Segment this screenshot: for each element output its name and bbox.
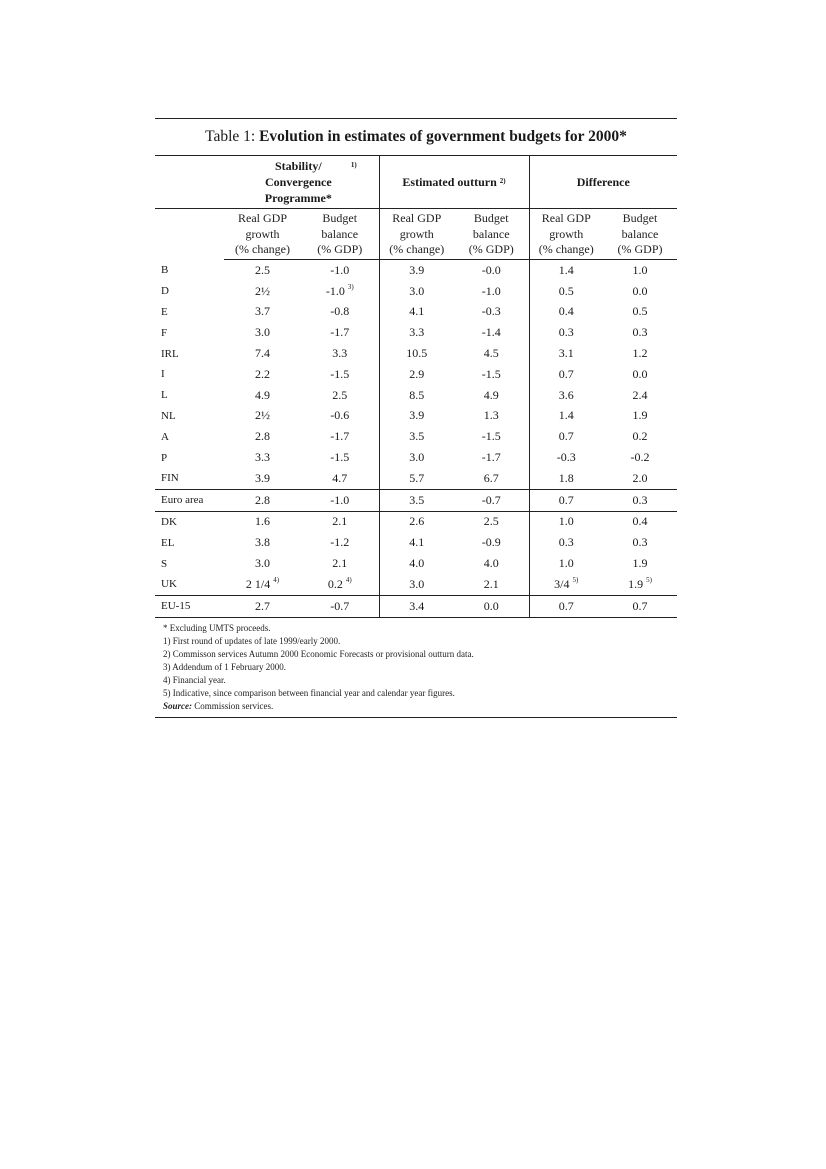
table-cell [454,595,529,616]
cell-value: 3.0 [409,450,425,465]
table-cell [529,553,603,574]
cell-value: 0.7 [558,492,574,507]
table-row [155,511,677,532]
table-row [155,343,677,364]
cell-value: 0.5 [632,304,648,319]
table-cell [603,532,677,553]
row-label: A [161,430,169,443]
table-title [155,119,677,156]
cell-value: -1.5 [330,450,350,465]
table-cell [529,364,603,385]
table-cell [529,447,603,468]
table-cell [379,281,454,302]
group-header-difference-label: Difference [576,175,630,189]
cell-value: 1.0 [558,514,574,529]
sub-header-6-line3: (% GDP) [617,242,663,256]
cell-value: 4.1 [409,535,425,550]
table-cell [301,489,379,511]
cell-value: 2.5 [483,514,499,529]
group-header-difference [529,156,677,209]
table-cell [603,511,677,532]
cell-value: 3.0 [409,576,425,591]
row-label: UK [161,578,177,591]
cell-value: 8.5 [409,387,425,402]
cell-value: 2½ [255,408,270,423]
table-cell [454,343,529,364]
cell-value: 3.9 [255,470,270,485]
cell-value: 2.8 [255,492,270,507]
table-cell [529,406,603,427]
table-cell [301,447,379,468]
table-cell [224,364,301,385]
row-label: FIN [161,472,179,485]
table-cell [379,260,454,281]
table-cell [379,447,454,468]
cell-footnote-marker: 3) [347,282,354,291]
cell-value: 0.7 [632,598,648,613]
table-row [155,574,677,595]
sub-header-3-line2: growth [399,226,434,241]
table-cell [224,595,301,616]
sub-header-6-line1: Budget [622,211,658,225]
cell-value: 4.9 [483,387,499,402]
footnote: * Excluding UMTS proceeds. [163,622,271,633]
row-label: DK [155,511,224,532]
table-cell [603,489,677,511]
table-row [155,532,677,553]
cell-value: 4.7 [332,470,348,485]
sub-header-5 [529,209,603,260]
sub-header-4-line1: Budget [473,211,509,225]
table-row [155,553,677,574]
cell-value: 2.5 [332,387,348,402]
group-header-blank [155,156,224,209]
cell-value: 2.2 [255,366,270,381]
group-header-programme [224,156,379,209]
table-row [155,385,677,406]
cell-value: 3.3 [332,346,348,361]
source-line [163,700,677,713]
table-cell [454,489,529,511]
sub-header-5-line3: (% change) [538,242,594,256]
cell-footnote-marker: 5) [646,575,652,584]
table-cell [224,281,301,302]
footnotes [155,617,677,718]
table-cell [529,532,603,553]
cell-value: 1.9 [632,556,648,571]
group-header-outturn-label: Estimated outturn [402,175,497,189]
table-cell [603,322,677,343]
row-label: P [161,451,168,464]
cell-value: 1.0 [632,262,648,277]
cell-value: 1.2 [632,346,648,361]
footnote: 2) Commisson services Autumn 2000 Economic Forecasts or provisional outturn data. [163,648,474,659]
cell-value: -1.2 [330,535,350,550]
table-cell [301,322,379,343]
cell-value: 3.7 [255,304,270,319]
table-title-prefix: Table 1: [205,128,260,145]
table-cell [224,489,301,511]
table-cell [301,595,379,616]
cell-value: 0.3 [632,492,648,507]
cell-footnote-marker: 5) [572,575,579,584]
cell-value: 1.0 [558,556,574,571]
cell-value: 4.0 [409,556,425,571]
table-cell [454,302,529,323]
table-cell [603,426,677,447]
sub-header-1-line1: Real GDP [238,211,287,225]
table-cell [529,260,603,281]
sub-header-5-line1: Real GDP [541,211,591,225]
table-row [155,489,677,511]
cell-value: 7.4 [255,346,270,361]
cell-value: -0.2 [630,450,650,465]
sub-header-2 [301,209,379,260]
table-cell [603,595,677,616]
table-cell [224,406,301,427]
table-cell [454,281,529,302]
table-row [155,260,677,281]
cell-value: -0.0 [481,262,501,277]
cell-value: 0.3 [632,535,648,550]
cell-value: 2.1 [332,514,348,529]
table-cell [379,595,454,616]
sub-header-3-line3: (% change) [389,242,445,256]
cell-value: -1.0 [330,262,350,277]
table-cell [454,364,529,385]
table-cell [301,553,379,574]
cell-value: 0.2 [632,429,648,444]
cell-value: 3.9 [409,262,425,277]
table-cell [224,426,301,447]
footnote: 5) Indicative, since comparison between financial year and calendar year figures. [163,687,455,698]
cell-value: -0.8 [330,304,350,319]
table-cell [529,489,603,511]
table-cell [224,447,301,468]
table-cell [454,553,529,574]
cell-value: 2.1 [483,576,499,591]
sub-header-6-line2: balance [621,226,659,241]
table-cell [379,426,454,447]
cell-value: 3.0 [409,283,425,298]
cell-value: 2.5 [255,262,270,277]
row-label: I [161,368,165,381]
cell-value: 4.1 [409,304,425,319]
footnote: 4) Financial year. [163,674,226,685]
source-label: Source: [163,700,192,711]
cell-value: 0.2 [327,576,343,591]
table-cell [603,364,677,385]
table-cell [603,553,677,574]
cell-value: -1.7 [330,429,350,444]
sub-header-5-line2: growth [549,226,584,241]
table-cell [379,364,454,385]
cell-value: 0.5 [558,283,574,298]
table-cell [529,385,603,406]
cell-value: 0.0 [483,598,499,613]
table-cell [301,385,379,406]
cell-value: 3/4 [554,576,570,591]
cell-value: 3.9 [409,408,425,423]
cell-value: -1.0 [330,492,350,507]
table-cell [454,447,529,468]
table-cell [529,468,603,489]
cell-value: 3.5 [409,492,425,507]
group-header-outturn-note: 2) [499,177,506,185]
table-cell [301,260,379,281]
row-label: NL [161,409,176,422]
table-cell [603,468,677,489]
table-cell [224,468,301,489]
cell-value: 3.5 [409,429,425,444]
table-cell [224,260,301,281]
cell-value: 1.4 [558,408,574,423]
group-header-outturn [379,156,529,209]
table-cell [379,511,454,532]
table-cell [301,343,379,364]
cell-value: 0.7 [558,598,574,613]
row-label: B [161,264,169,277]
table-cell [301,281,379,302]
cell-value: 0.0 [632,366,648,381]
cell-value: 1.4 [558,262,574,277]
table-cell [529,322,603,343]
cell-value: 0.3 [558,325,574,340]
table-cell [603,574,677,595]
sub-header-1 [224,209,301,260]
row-label: EL [161,536,175,549]
cell-value: -1.0 [481,283,501,298]
row-label: D [161,285,169,298]
cell-value: 6.7 [483,470,499,485]
cell-value: -0.7 [481,492,501,507]
table-row [155,468,677,489]
cell-value: -1.4 [481,325,501,340]
table-cell [529,574,603,595]
row-label: S [161,557,168,570]
table-cell [379,468,454,489]
cell-value: 3.3 [255,450,270,465]
table-cell [379,322,454,343]
footnote: 1) First round of updates of late 1999/early 2000. [163,635,341,646]
table-cell [379,574,454,595]
table-cell [529,343,603,364]
table-cell [454,426,529,447]
cell-value: 3.6 [558,387,574,402]
budget-table-container [155,118,677,718]
sub-header-blank [155,209,224,260]
table-cell [454,385,529,406]
table-row [155,364,677,385]
table-cell [301,364,379,385]
table-body [155,260,677,617]
sub-header-4 [454,209,529,260]
table-row [155,322,677,343]
table-cell [454,532,529,553]
cell-value: 3.3 [409,325,425,340]
group-header-row [155,156,677,209]
table-cell [529,595,603,616]
group-header-programme-label: Stability/ Convergence Programme* [264,159,332,205]
table-cell [454,260,529,281]
table-cell [301,426,379,447]
cell-value: -1.7 [330,325,350,340]
table-cell [603,302,677,323]
table-row [155,302,677,323]
cell-value: 2½ [255,283,270,298]
row-label: E [161,305,168,318]
table-row [155,426,677,447]
cell-footnote-marker: 4) [273,575,280,584]
cell-value: -1.5 [481,429,501,444]
table-cell [224,511,301,532]
cell-value: 0.3 [558,535,574,550]
table-cell [224,322,301,343]
table-cell [529,281,603,302]
table-cell [454,322,529,343]
cell-value: 3.0 [255,556,270,571]
row-label: F [161,326,168,339]
cell-value: -0.6 [330,408,350,423]
table-cell [379,532,454,553]
table-cell [224,302,301,323]
sub-header-2-line3: (% GDP) [317,242,363,256]
table-cell [301,532,379,553]
table-cell [224,574,301,595]
row-label: Euro area [155,489,224,511]
table-cell [301,574,379,595]
cell-value: 0.7 [558,366,574,381]
cell-value: 2.6 [409,514,425,529]
cell-value: 4.5 [483,346,499,361]
cell-value: 10.5 [406,346,428,361]
table-cell [301,511,379,532]
cell-value: -1.0 [325,283,345,298]
cell-value: 5.7 [409,470,425,485]
cell-value: 2.7 [255,598,270,613]
row-label: IRL [161,347,179,360]
table-cell [379,406,454,427]
cell-value: 4.9 [255,387,270,402]
cell-footnote-marker: 4) [345,575,352,584]
table-cell [301,468,379,489]
table-cell [224,385,301,406]
table-cell [454,468,529,489]
cell-value: 1.9 [632,408,648,423]
cell-value: 2.4 [632,387,648,402]
table-cell [379,553,454,574]
sub-header-6 [603,209,677,260]
row-label: L [161,389,168,402]
table-row [155,281,677,302]
table-cell [379,343,454,364]
sub-header-1-line3: (% change) [235,242,290,256]
cell-value: 2.9 [409,366,425,381]
table-cell [603,260,677,281]
footnote: 3) Addendum of 1 February 2000. [163,661,286,672]
cell-value: -1.5 [330,366,350,381]
table-cell [454,406,529,427]
cell-value: -1.5 [481,366,501,381]
table-cell [301,302,379,323]
table-cell [603,281,677,302]
budget-table [155,156,677,617]
table-cell [529,426,603,447]
cell-value: -0.7 [330,598,350,613]
sub-header-4-line3: (% GDP) [468,242,514,256]
cell-value: 4.0 [483,556,499,571]
sub-header-2-line1: Budget [322,211,358,225]
cell-value: -0.9 [481,535,501,550]
table-cell [603,406,677,427]
cell-value: 1.9 [628,576,644,591]
source-text: Commission services. [192,700,274,711]
table-cell [379,302,454,323]
table-cell [603,343,677,364]
table-cell [603,447,677,468]
table-row [155,595,677,616]
table-cell [454,574,529,595]
cell-value: 2 1/4 [245,576,271,591]
table-cell [224,553,301,574]
cell-value: 1.3 [483,408,499,423]
sub-header-3-line1: Real GDP [392,211,442,225]
cell-value: 0.4 [558,304,574,319]
sub-header-row [155,209,677,260]
table-cell [379,489,454,511]
cell-value: 3.8 [255,535,270,550]
cell-value: -0.3 [481,304,501,319]
table-cell [454,511,529,532]
table-row [155,447,677,468]
table-title-main: Evolution in estimates of government budgets for 2000* [259,128,627,145]
table-cell [529,302,603,323]
table-cell [224,343,301,364]
sub-header-2-line2: balance [321,226,359,241]
row-label: EU-15 [155,595,224,616]
cell-value: 1.6 [255,514,270,529]
table-cell [529,511,603,532]
cell-value: 0.3 [632,325,648,340]
cell-value: 2.8 [255,429,270,444]
cell-value: 2.1 [332,556,348,571]
cell-value: -0.3 [556,450,576,465]
group-header-programme-note: 1) [350,161,357,169]
table-cell [603,385,677,406]
cell-value: 0.7 [558,429,574,444]
table-cell [224,532,301,553]
cell-value: 3.4 [409,598,425,613]
table-row [155,406,677,427]
table-cell [379,385,454,406]
sub-header-1-line2: growth [245,226,280,241]
sub-header-4-line2: balance [472,226,510,241]
cell-value: 2.0 [632,470,648,485]
cell-value: 1.8 [558,470,574,485]
cell-value: 3.1 [558,346,574,361]
table-cell [301,406,379,427]
cell-value: 0.4 [632,514,648,529]
cell-value: 3.0 [255,325,270,340]
sub-header-3 [379,209,454,260]
cell-value: 0.0 [632,283,648,298]
cell-value: -1.7 [481,450,501,465]
